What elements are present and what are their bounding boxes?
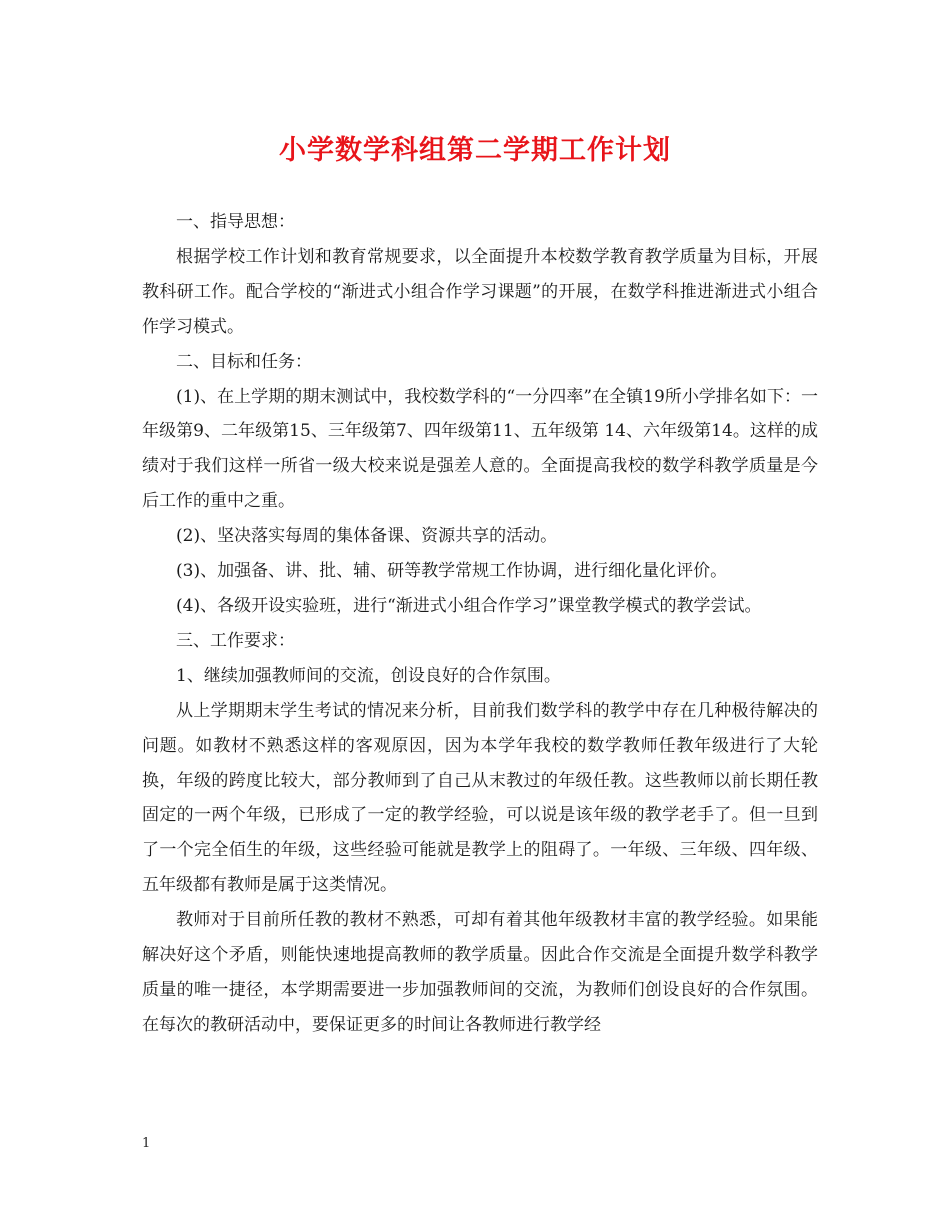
paragraph: 从上学期期末学生考试的情况来分析，目前我们数学科的教学中存在几种极待解决的问题。如教材不熟悉这样的客观原因，因为本学年我校的数学教师任教年级进行了大轮换，年级的跨度比较大，部分教师到了自己从末教过的年级任教。这些教师以前长期任教固定的一两个年级，已形成了一定的教学经验，可以说是该年级的教学老手了。但一旦到了一个完全佰生的年级，这些经验可能就是教学上的阻碍了。一年级、三年级、四年级、五年级都有教师是属于这类情况。 [142,700,818,896]
page-number: 1 [142,1136,151,1151]
paragraph: 1、继续加强教师间的交流，创设良好的合作氛围。 [176,665,561,686]
paragraph: (2)、坚决落实每周的集体备课、资源共享的活动。 [176,526,558,547]
paragraph: 根据学校工作计划和教育常规要求，以全面提升本校数学教育教学质量为目标，开展教科研工作。配合学校的“渐进式小组合作学习课题”的开展，在数学科推进渐进式小组合作学习模式。 [142,246,818,337]
paragraph: (1)、在上学期的期末测试中，我校数学科的“一分四率”在全镇19所小学排名如下：一年级第9、二年级第15、三年级第7、四年级第11、五年级第 14、六年级第14。这样的成绩对于我们这样一所省一级大校来说是强差人意的。全面提高我校的数学科教学质量是今后工作的重中之重。 [142,386,818,512]
section-heading-work-requirements: 三、工作要求： [176,630,295,651]
document-body [142,205,818,1043]
paragraph: (4)、各级开设实验班，进行“渐进式小组合作学习”课堂教学模式的教学尝试。 [176,595,762,616]
paragraph: 教师对于目前所任教的教材不熟悉，可却有着其他年级教材丰富的教学经验。如果能解决好这个矛盾，则能快速地提高教师的教学质量。因此合作交流是全面提升数学科教学质量的唯一捷径，本学期需要进一步加强教师间的交流，为教师们创设良好的合作氛围。在每次的教研活动中，要保证更多的时间让各教师进行教学经 [142,910,818,1035]
section-heading-goals-tasks: 二、目标和任务： [176,351,312,372]
section-heading-guiding-thought: 一、指导思想： [176,212,295,232]
paragraph: (3)、加强备、讲、批、辅、研等教学常规工作协调，进行细化量化评价。 [176,561,728,582]
document-title: 小学数学科组第二学期工作计划 [279,135,671,166]
